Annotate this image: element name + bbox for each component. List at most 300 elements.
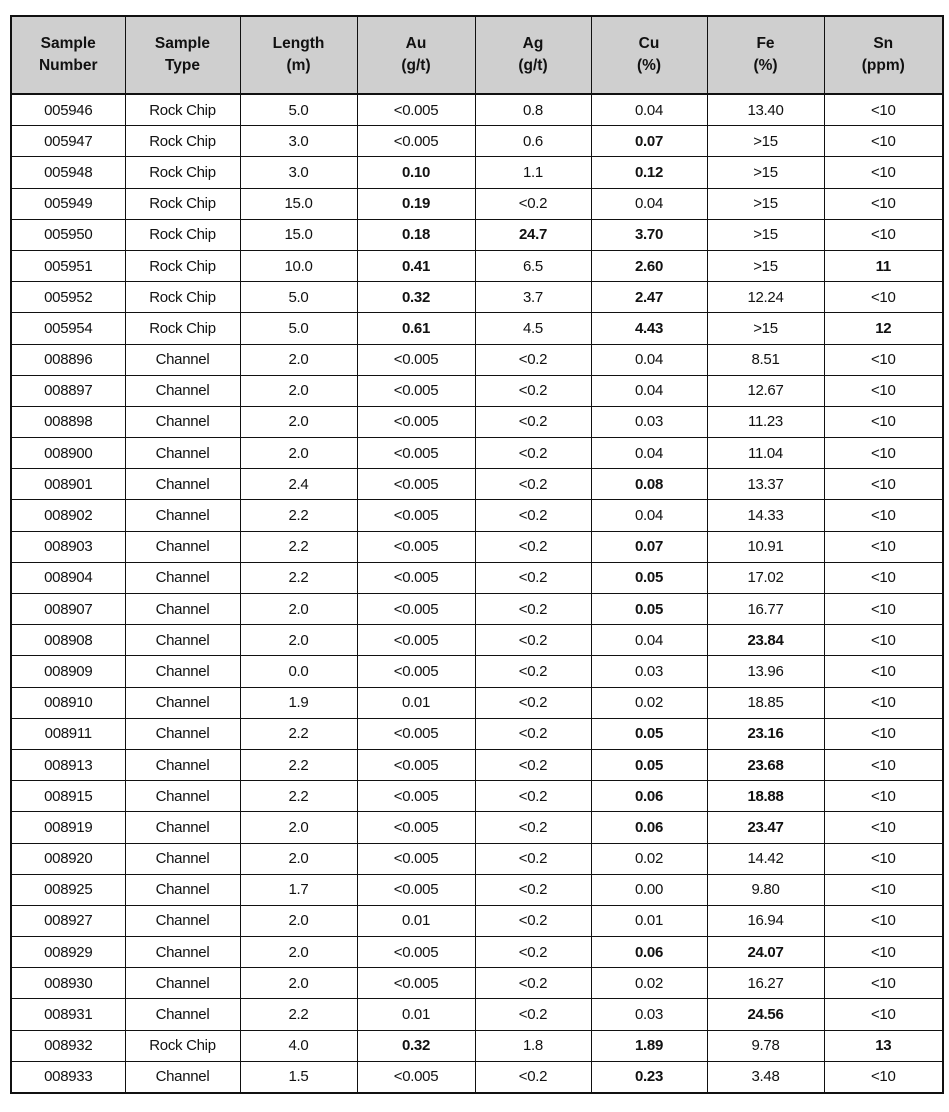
cell-au: <0.005 [357, 968, 475, 999]
table-row [11, 781, 943, 812]
cell-sample-type: Rock Chip [125, 250, 240, 281]
cell-ag: <0.2 [475, 625, 591, 656]
cell-sample-number: 008933 [11, 1061, 125, 1093]
cell-sn: <10 [824, 438, 943, 469]
cell-sn: <10 [824, 781, 943, 812]
cell-ag: <0.2 [475, 406, 591, 437]
cell-au: 0.01 [357, 999, 475, 1030]
cell-sample-number: 005952 [11, 282, 125, 313]
cell-length: 15.0 [240, 219, 357, 250]
cell-ag: <0.2 [475, 812, 591, 843]
cell-sn: <10 [824, 905, 943, 936]
cell-sample-type: Rock Chip [125, 188, 240, 219]
cell-sample-number: 008931 [11, 999, 125, 1030]
cell-sample-type: Channel [125, 968, 240, 999]
cell-ag: <0.2 [475, 469, 591, 500]
column-header-label: Fe [756, 35, 775, 52]
column-header-sample-number [11, 16, 125, 94]
cell-ag: <0.2 [475, 188, 591, 219]
cell-sample-number: 008932 [11, 1030, 125, 1061]
cell-length: 2.2 [240, 531, 357, 562]
cell-cu: 4.43 [591, 313, 707, 344]
cell-sample-type: Rock Chip [125, 94, 240, 126]
cell-sn: <10 [824, 656, 943, 687]
table-row [11, 1030, 943, 1061]
cell-sample-type: Channel [125, 375, 240, 406]
cell-sn: <10 [824, 562, 943, 593]
cell-length: 2.0 [240, 905, 357, 936]
column-header-unit: (ppm) [861, 57, 905, 74]
cell-length: 2.0 [240, 968, 357, 999]
cell-cu: 0.23 [591, 1061, 707, 1093]
table-row [11, 812, 943, 843]
cell-length: 2.0 [240, 843, 357, 874]
table-row [11, 313, 943, 344]
table-row [11, 843, 943, 874]
cell-sample-number: 008898 [11, 406, 125, 437]
column-header-fe [707, 16, 824, 94]
cell-ag: 4.5 [475, 313, 591, 344]
cell-cu: 2.47 [591, 282, 707, 313]
cell-ag: 0.6 [475, 126, 591, 157]
table-row [11, 1061, 943, 1093]
cell-length: 2.2 [240, 718, 357, 749]
cell-length: 1.9 [240, 687, 357, 718]
cell-sn: <10 [824, 812, 943, 843]
cell-ag: <0.2 [475, 531, 591, 562]
cell-cu: 0.05 [591, 749, 707, 780]
cell-length: 2.2 [240, 781, 357, 812]
cell-sn: <10 [824, 469, 943, 500]
cell-sample-type: Rock Chip [125, 1030, 240, 1061]
cell-au: <0.005 [357, 937, 475, 968]
cell-au: 0.01 [357, 905, 475, 936]
cell-fe: 12.67 [707, 375, 824, 406]
cell-sn: <10 [824, 188, 943, 219]
cell-sample-type: Rock Chip [125, 219, 240, 250]
cell-cu: 0.12 [591, 157, 707, 188]
column-header-au [357, 16, 475, 94]
cell-sample-type: Channel [125, 406, 240, 437]
table-row [11, 250, 943, 281]
cell-ag: <0.2 [475, 905, 591, 936]
cell-fe: 24.56 [707, 999, 824, 1030]
cell-sn: <10 [824, 126, 943, 157]
cell-ag: 3.7 [475, 282, 591, 313]
cell-sample-number: 008904 [11, 562, 125, 593]
cell-au: <0.005 [357, 375, 475, 406]
cell-au: <0.005 [357, 500, 475, 531]
cell-cu: 0.02 [591, 843, 707, 874]
table-row [11, 375, 943, 406]
cell-length: 15.0 [240, 188, 357, 219]
cell-sn: <10 [824, 500, 943, 531]
cell-au: <0.005 [357, 531, 475, 562]
cell-ag: <0.2 [475, 968, 591, 999]
column-header-label: Sample [40, 35, 96, 52]
cell-length: 2.0 [240, 937, 357, 968]
cell-sample-number: 008901 [11, 469, 125, 500]
cell-fe: 16.27 [707, 968, 824, 999]
table-row [11, 874, 943, 905]
table-row [11, 469, 943, 500]
cell-au: 0.10 [357, 157, 475, 188]
cell-sample-type: Rock Chip [125, 313, 240, 344]
column-header-sn [824, 16, 943, 94]
cell-sample-number: 008907 [11, 594, 125, 625]
cell-au: 0.61 [357, 313, 475, 344]
table-body [11, 94, 943, 1093]
table-row [11, 282, 943, 313]
cell-cu: 1.89 [591, 1030, 707, 1061]
cell-cu: 0.04 [591, 94, 707, 126]
table-row [11, 968, 943, 999]
cell-sample-type: Channel [125, 1061, 240, 1093]
cell-sample-number: 008908 [11, 625, 125, 656]
column-header-label: Ag [522, 35, 544, 52]
table-row [11, 687, 943, 718]
cell-ag: <0.2 [475, 874, 591, 905]
cell-length: 5.0 [240, 313, 357, 344]
cell-sample-type: Channel [125, 469, 240, 500]
cell-fe: 8.51 [707, 344, 824, 375]
cell-fe: 13.96 [707, 656, 824, 687]
cell-ag: <0.2 [475, 656, 591, 687]
cell-length: 2.0 [240, 438, 357, 469]
cell-sn: <10 [824, 687, 943, 718]
cell-sample-number: 008909 [11, 656, 125, 687]
column-header-unit: (m) [286, 57, 311, 74]
table-row [11, 937, 943, 968]
cell-cu: 0.00 [591, 874, 707, 905]
cell-sample-type: Channel [125, 687, 240, 718]
cell-sn: <10 [824, 843, 943, 874]
cell-au: 0.41 [357, 250, 475, 281]
table-row [11, 531, 943, 562]
cell-length: 2.0 [240, 594, 357, 625]
table-row [11, 126, 943, 157]
cell-cu: 0.07 [591, 126, 707, 157]
cell-cu: 0.03 [591, 656, 707, 687]
cell-au: <0.005 [357, 562, 475, 593]
cell-cu: 0.05 [591, 594, 707, 625]
cell-cu: 0.05 [591, 718, 707, 749]
cell-length: 1.5 [240, 1061, 357, 1093]
cell-fe: >15 [707, 188, 824, 219]
cell-cu: 0.05 [591, 562, 707, 593]
cell-ag: <0.2 [475, 438, 591, 469]
table-row [11, 219, 943, 250]
cell-length: 2.0 [240, 406, 357, 437]
column-header-unit: (g/t) [518, 57, 548, 74]
cell-cu: 0.03 [591, 406, 707, 437]
cell-cu: 0.08 [591, 469, 707, 500]
cell-cu: 2.60 [591, 250, 707, 281]
cell-cu: 0.02 [591, 687, 707, 718]
cell-sample-number: 005948 [11, 157, 125, 188]
table-row [11, 718, 943, 749]
cell-sample-type: Channel [125, 438, 240, 469]
cell-au: 0.32 [357, 282, 475, 313]
cell-sample-type: Channel [125, 843, 240, 874]
cell-sn: <10 [824, 282, 943, 313]
cell-ag: <0.2 [475, 375, 591, 406]
cell-sample-number: 008897 [11, 375, 125, 406]
cell-sample-type: Channel [125, 562, 240, 593]
cell-sample-number: 008915 [11, 781, 125, 812]
cell-au: <0.005 [357, 874, 475, 905]
cell-sample-number: 008911 [11, 718, 125, 749]
table-row [11, 500, 943, 531]
cell-au: <0.005 [357, 469, 475, 500]
cell-length: 2.0 [240, 344, 357, 375]
table-row [11, 94, 943, 126]
cell-cu: 0.06 [591, 812, 707, 843]
cell-sample-type: Channel [125, 905, 240, 936]
cell-sn: <10 [824, 937, 943, 968]
cell-sn: <10 [824, 344, 943, 375]
cell-ag: <0.2 [475, 500, 591, 531]
cell-sample-type: Channel [125, 344, 240, 375]
cell-cu: 0.04 [591, 344, 707, 375]
cell-sn: <10 [824, 531, 943, 562]
cell-cu: 0.04 [591, 500, 707, 531]
cell-sn: <10 [824, 968, 943, 999]
cell-sample-type: Channel [125, 656, 240, 687]
cell-sn: <10 [824, 594, 943, 625]
cell-au: <0.005 [357, 781, 475, 812]
cell-ag: <0.2 [475, 1061, 591, 1093]
cell-cu: 0.04 [591, 188, 707, 219]
cell-length: 2.2 [240, 749, 357, 780]
cell-cu: 0.04 [591, 375, 707, 406]
cell-fe: 23.47 [707, 812, 824, 843]
cell-ag: <0.2 [475, 937, 591, 968]
cell-length: 5.0 [240, 94, 357, 126]
table-row [11, 905, 943, 936]
cell-length: 10.0 [240, 250, 357, 281]
cell-au: <0.005 [357, 625, 475, 656]
cell-length: 3.0 [240, 157, 357, 188]
cell-ag: <0.2 [475, 344, 591, 375]
cell-fe: 10.91 [707, 531, 824, 562]
cell-sample-number: 008927 [11, 905, 125, 936]
cell-sn: <10 [824, 1061, 943, 1093]
cell-sample-number: 008910 [11, 687, 125, 718]
cell-sn: <10 [824, 406, 943, 437]
cell-sn: <10 [824, 874, 943, 905]
cell-ag: 0.8 [475, 94, 591, 126]
cell-length: 2.2 [240, 500, 357, 531]
cell-fe: >15 [707, 126, 824, 157]
cell-sample-type: Rock Chip [125, 282, 240, 313]
cell-au: <0.005 [357, 718, 475, 749]
column-header-label: Sn [873, 35, 894, 52]
table-row [11, 406, 943, 437]
cell-fe: 24.07 [707, 937, 824, 968]
column-header-label: Length [272, 35, 325, 52]
column-header-unit: (%) [753, 57, 778, 74]
cell-length: 2.4 [240, 469, 357, 500]
column-header-unit: (g/t) [401, 57, 431, 74]
cell-au: <0.005 [357, 1061, 475, 1093]
cell-au: <0.005 [357, 812, 475, 843]
cell-au: <0.005 [357, 126, 475, 157]
cell-au: 0.18 [357, 219, 475, 250]
cell-ag: 1.8 [475, 1030, 591, 1061]
cell-ag: <0.2 [475, 562, 591, 593]
cell-sample-type: Rock Chip [125, 126, 240, 157]
cell-length: 2.0 [240, 812, 357, 843]
cell-cu: 0.03 [591, 999, 707, 1030]
cell-fe: 17.02 [707, 562, 824, 593]
table-header [11, 16, 943, 94]
cell-sn: <10 [824, 375, 943, 406]
cell-fe: 23.68 [707, 749, 824, 780]
table-row [11, 562, 943, 593]
cell-length: 4.0 [240, 1030, 357, 1061]
table-row [11, 625, 943, 656]
cell-fe: 13.37 [707, 469, 824, 500]
column-header-label: Au [405, 35, 427, 52]
cell-fe: 12.24 [707, 282, 824, 313]
cell-length: 3.0 [240, 126, 357, 157]
cell-sn: <10 [824, 94, 943, 126]
cell-ag: <0.2 [475, 999, 591, 1030]
cell-cu: 0.01 [591, 905, 707, 936]
cell-sample-type: Channel [125, 749, 240, 780]
cell-sn: <10 [824, 749, 943, 780]
cell-fe: 18.88 [707, 781, 824, 812]
cell-sample-type: Channel [125, 781, 240, 812]
cell-length: 2.0 [240, 375, 357, 406]
cell-sample-number: 005954 [11, 313, 125, 344]
cell-sample-number: 005949 [11, 188, 125, 219]
cell-sample-number: 008896 [11, 344, 125, 375]
cell-fe: 18.85 [707, 687, 824, 718]
cell-sample-number: 008902 [11, 500, 125, 531]
cell-sn: 12 [824, 313, 943, 344]
cell-sample-number: 008919 [11, 812, 125, 843]
cell-ag: 1.1 [475, 157, 591, 188]
cell-length: 2.2 [240, 562, 357, 593]
cell-sample-type: Rock Chip [125, 157, 240, 188]
cell-cu: 0.06 [591, 937, 707, 968]
cell-sample-number: 008903 [11, 531, 125, 562]
column-header-unit: Number [38, 57, 98, 74]
cell-ag: <0.2 [475, 687, 591, 718]
column-header-unit: (%) [636, 57, 662, 74]
cell-sample-number: 005950 [11, 219, 125, 250]
cell-fe: 11.04 [707, 438, 824, 469]
cell-au: <0.005 [357, 344, 475, 375]
cell-fe: 14.33 [707, 500, 824, 531]
table-row [11, 749, 943, 780]
cell-length: 2.0 [240, 625, 357, 656]
cell-sample-number: 005946 [11, 94, 125, 126]
cell-sample-type: Channel [125, 594, 240, 625]
column-header-cu [591, 16, 707, 94]
cell-sample-type: Channel [125, 937, 240, 968]
cell-sn: <10 [824, 718, 943, 749]
table-row [11, 344, 943, 375]
cell-sample-number: 008929 [11, 937, 125, 968]
cell-sample-type: Channel [125, 531, 240, 562]
cell-fe: 13.40 [707, 94, 824, 126]
table-row [11, 656, 943, 687]
cell-sn: 11 [824, 250, 943, 281]
cell-ag: 24.7 [475, 219, 591, 250]
cell-au: <0.005 [357, 749, 475, 780]
cell-sample-number: 008925 [11, 874, 125, 905]
cell-cu: 0.04 [591, 625, 707, 656]
cell-fe: 9.80 [707, 874, 824, 905]
column-header-sample-type [125, 16, 240, 94]
cell-fe: 16.94 [707, 905, 824, 936]
cell-length: 0.0 [240, 656, 357, 687]
cell-sample-number: 005951 [11, 250, 125, 281]
cell-au: 0.19 [357, 188, 475, 219]
cell-au: <0.005 [357, 594, 475, 625]
cell-cu: 0.04 [591, 438, 707, 469]
cell-sn: <10 [824, 999, 943, 1030]
cell-sample-number: 008913 [11, 749, 125, 780]
cell-sample-type: Channel [125, 500, 240, 531]
cell-sample-number: 005947 [11, 126, 125, 157]
cell-length: 1.7 [240, 874, 357, 905]
cell-fe: 16.77 [707, 594, 824, 625]
column-header-length [240, 16, 357, 94]
cell-length: 5.0 [240, 282, 357, 313]
table-row [11, 999, 943, 1030]
cell-ag: <0.2 [475, 594, 591, 625]
assay-results-table [10, 15, 944, 1094]
table-row [11, 438, 943, 469]
cell-au: 0.01 [357, 687, 475, 718]
cell-au: 0.32 [357, 1030, 475, 1061]
cell-sample-type: Channel [125, 625, 240, 656]
table-row [11, 157, 943, 188]
column-header-unit: Type [164, 57, 201, 74]
cell-cu: 0.06 [591, 781, 707, 812]
cell-au: <0.005 [357, 656, 475, 687]
cell-au: <0.005 [357, 94, 475, 126]
cell-length: 2.2 [240, 999, 357, 1030]
table-row [11, 188, 943, 219]
cell-fe: 23.16 [707, 718, 824, 749]
cell-sample-number: 008900 [11, 438, 125, 469]
cell-fe: >15 [707, 313, 824, 344]
cell-fe: 3.48 [707, 1061, 824, 1093]
cell-sample-type: Channel [125, 812, 240, 843]
cell-ag: 6.5 [475, 250, 591, 281]
cell-ag: <0.2 [475, 781, 591, 812]
header-row [11, 16, 943, 94]
cell-sample-number: 008930 [11, 968, 125, 999]
cell-ag: <0.2 [475, 843, 591, 874]
cell-fe: 14.42 [707, 843, 824, 874]
cell-cu: 3.70 [591, 219, 707, 250]
column-header-label: Cu [638, 35, 660, 52]
cell-sn: <10 [824, 625, 943, 656]
column-header-ag [475, 16, 591, 94]
table-row [11, 594, 943, 625]
cell-cu: 0.07 [591, 531, 707, 562]
cell-au: <0.005 [357, 438, 475, 469]
cell-sample-type: Channel [125, 718, 240, 749]
column-header-label: Sample [154, 35, 211, 52]
cell-fe: 9.78 [707, 1030, 824, 1061]
